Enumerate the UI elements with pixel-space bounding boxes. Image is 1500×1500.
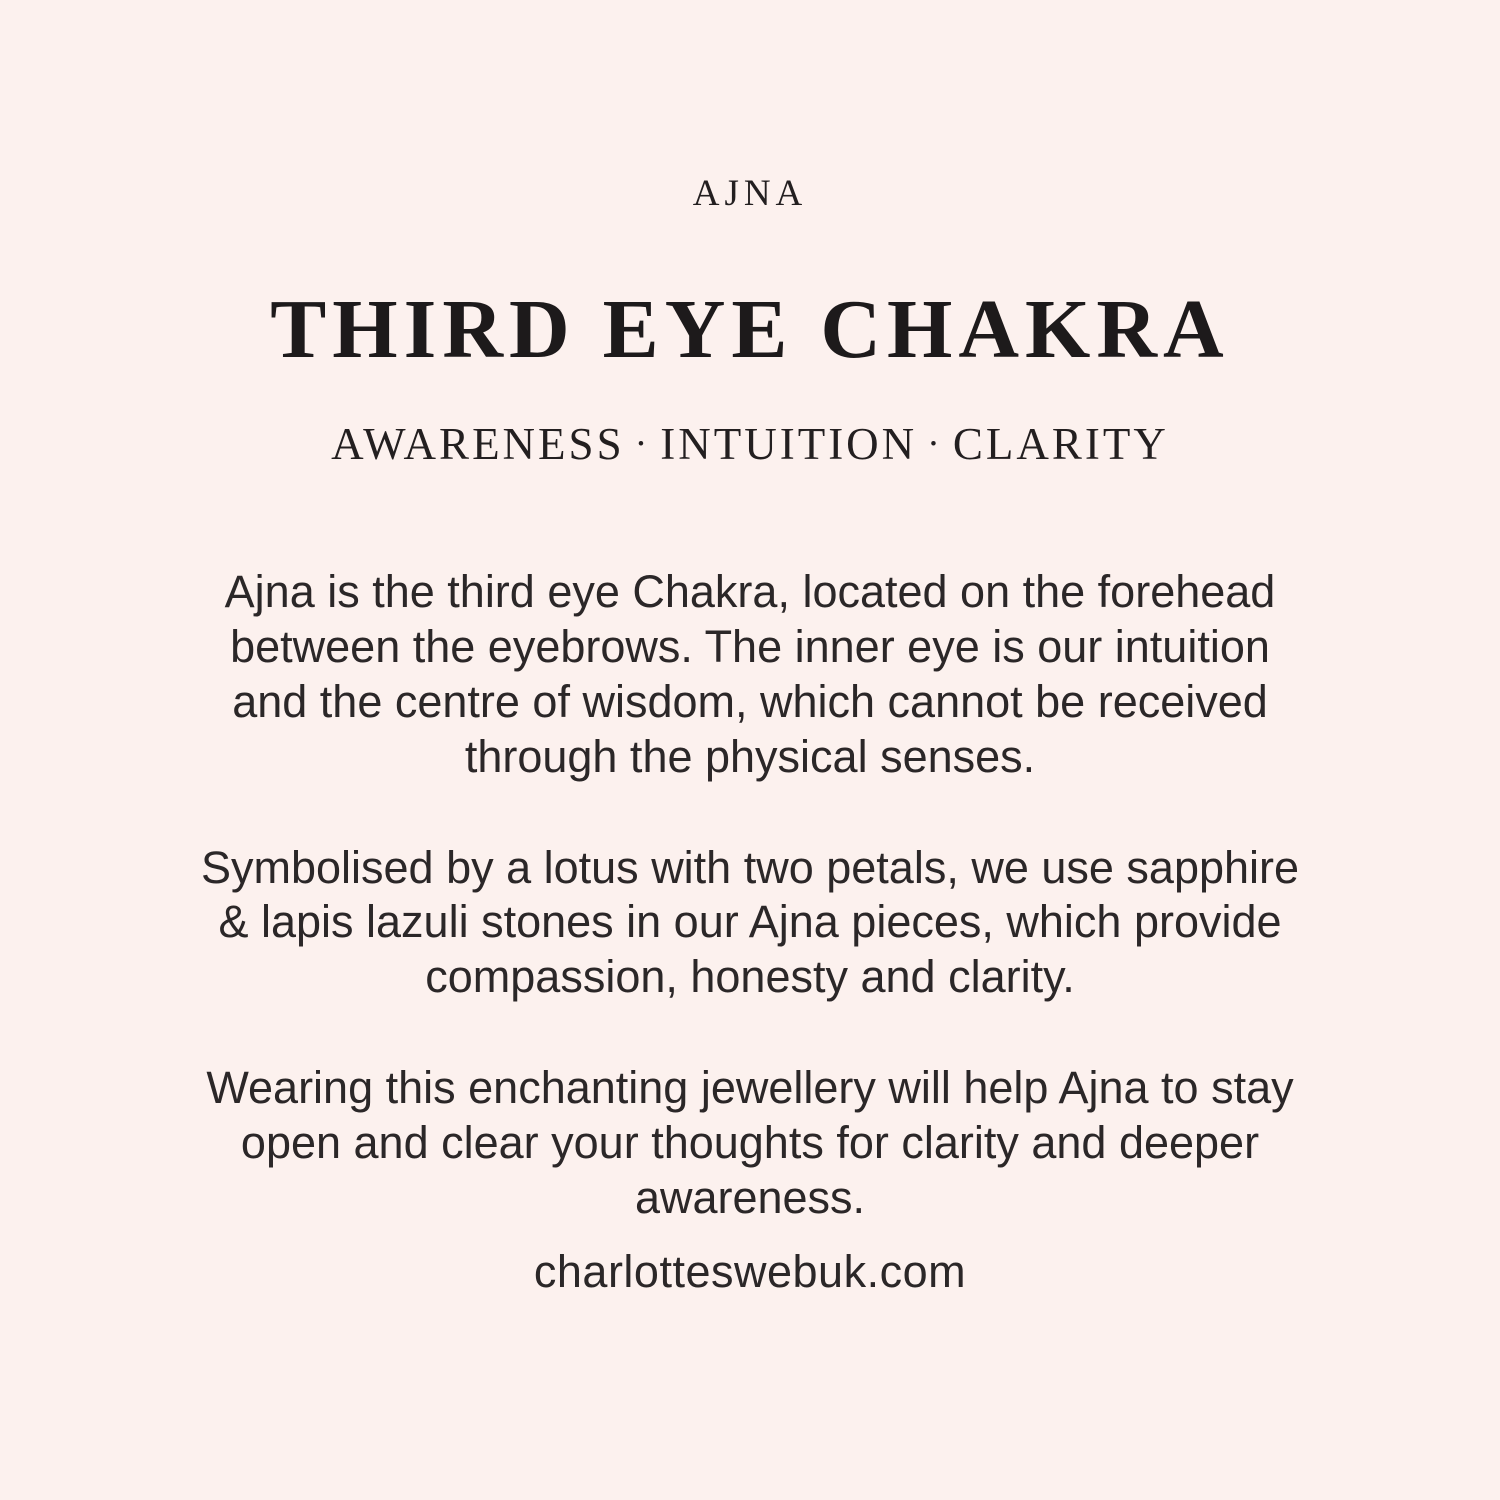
keyword-separator-2: · [927,423,943,466]
website-url: charlotteswebuk.com [533,1245,967,1297]
keyword-separator-1: · [634,423,651,466]
keyword-clarity: CLARITY [952,419,1169,470]
card-eyebrow: AJNA [692,173,808,214]
keywords-line [331,420,1169,470]
keyword-intuition: INTUITION [660,419,918,470]
body-paragraph-2: Symbolised by a lotus with two petals, we use sapphire & lapis lazuli stones in our Ajna pieces, which provide compassion, honesty and clarity. [200,841,1300,1003]
body-paragraph-1: Ajna is the third eye Chakra, located on the forehead between the eyebrows. The inner eye is our intuition and the centre of wisdom, which cannot be received through the physical senses. [224,565,1276,782]
keyword-awareness: AWARENESS [331,419,625,470]
body-paragraph-3: Wearing this enchanting jewellery will help Ajna to stay open and clear your thoughts for clarity and deeper awareness. [206,1062,1294,1223]
page-title: THIRD EYE CHAKRA [270,283,1230,377]
